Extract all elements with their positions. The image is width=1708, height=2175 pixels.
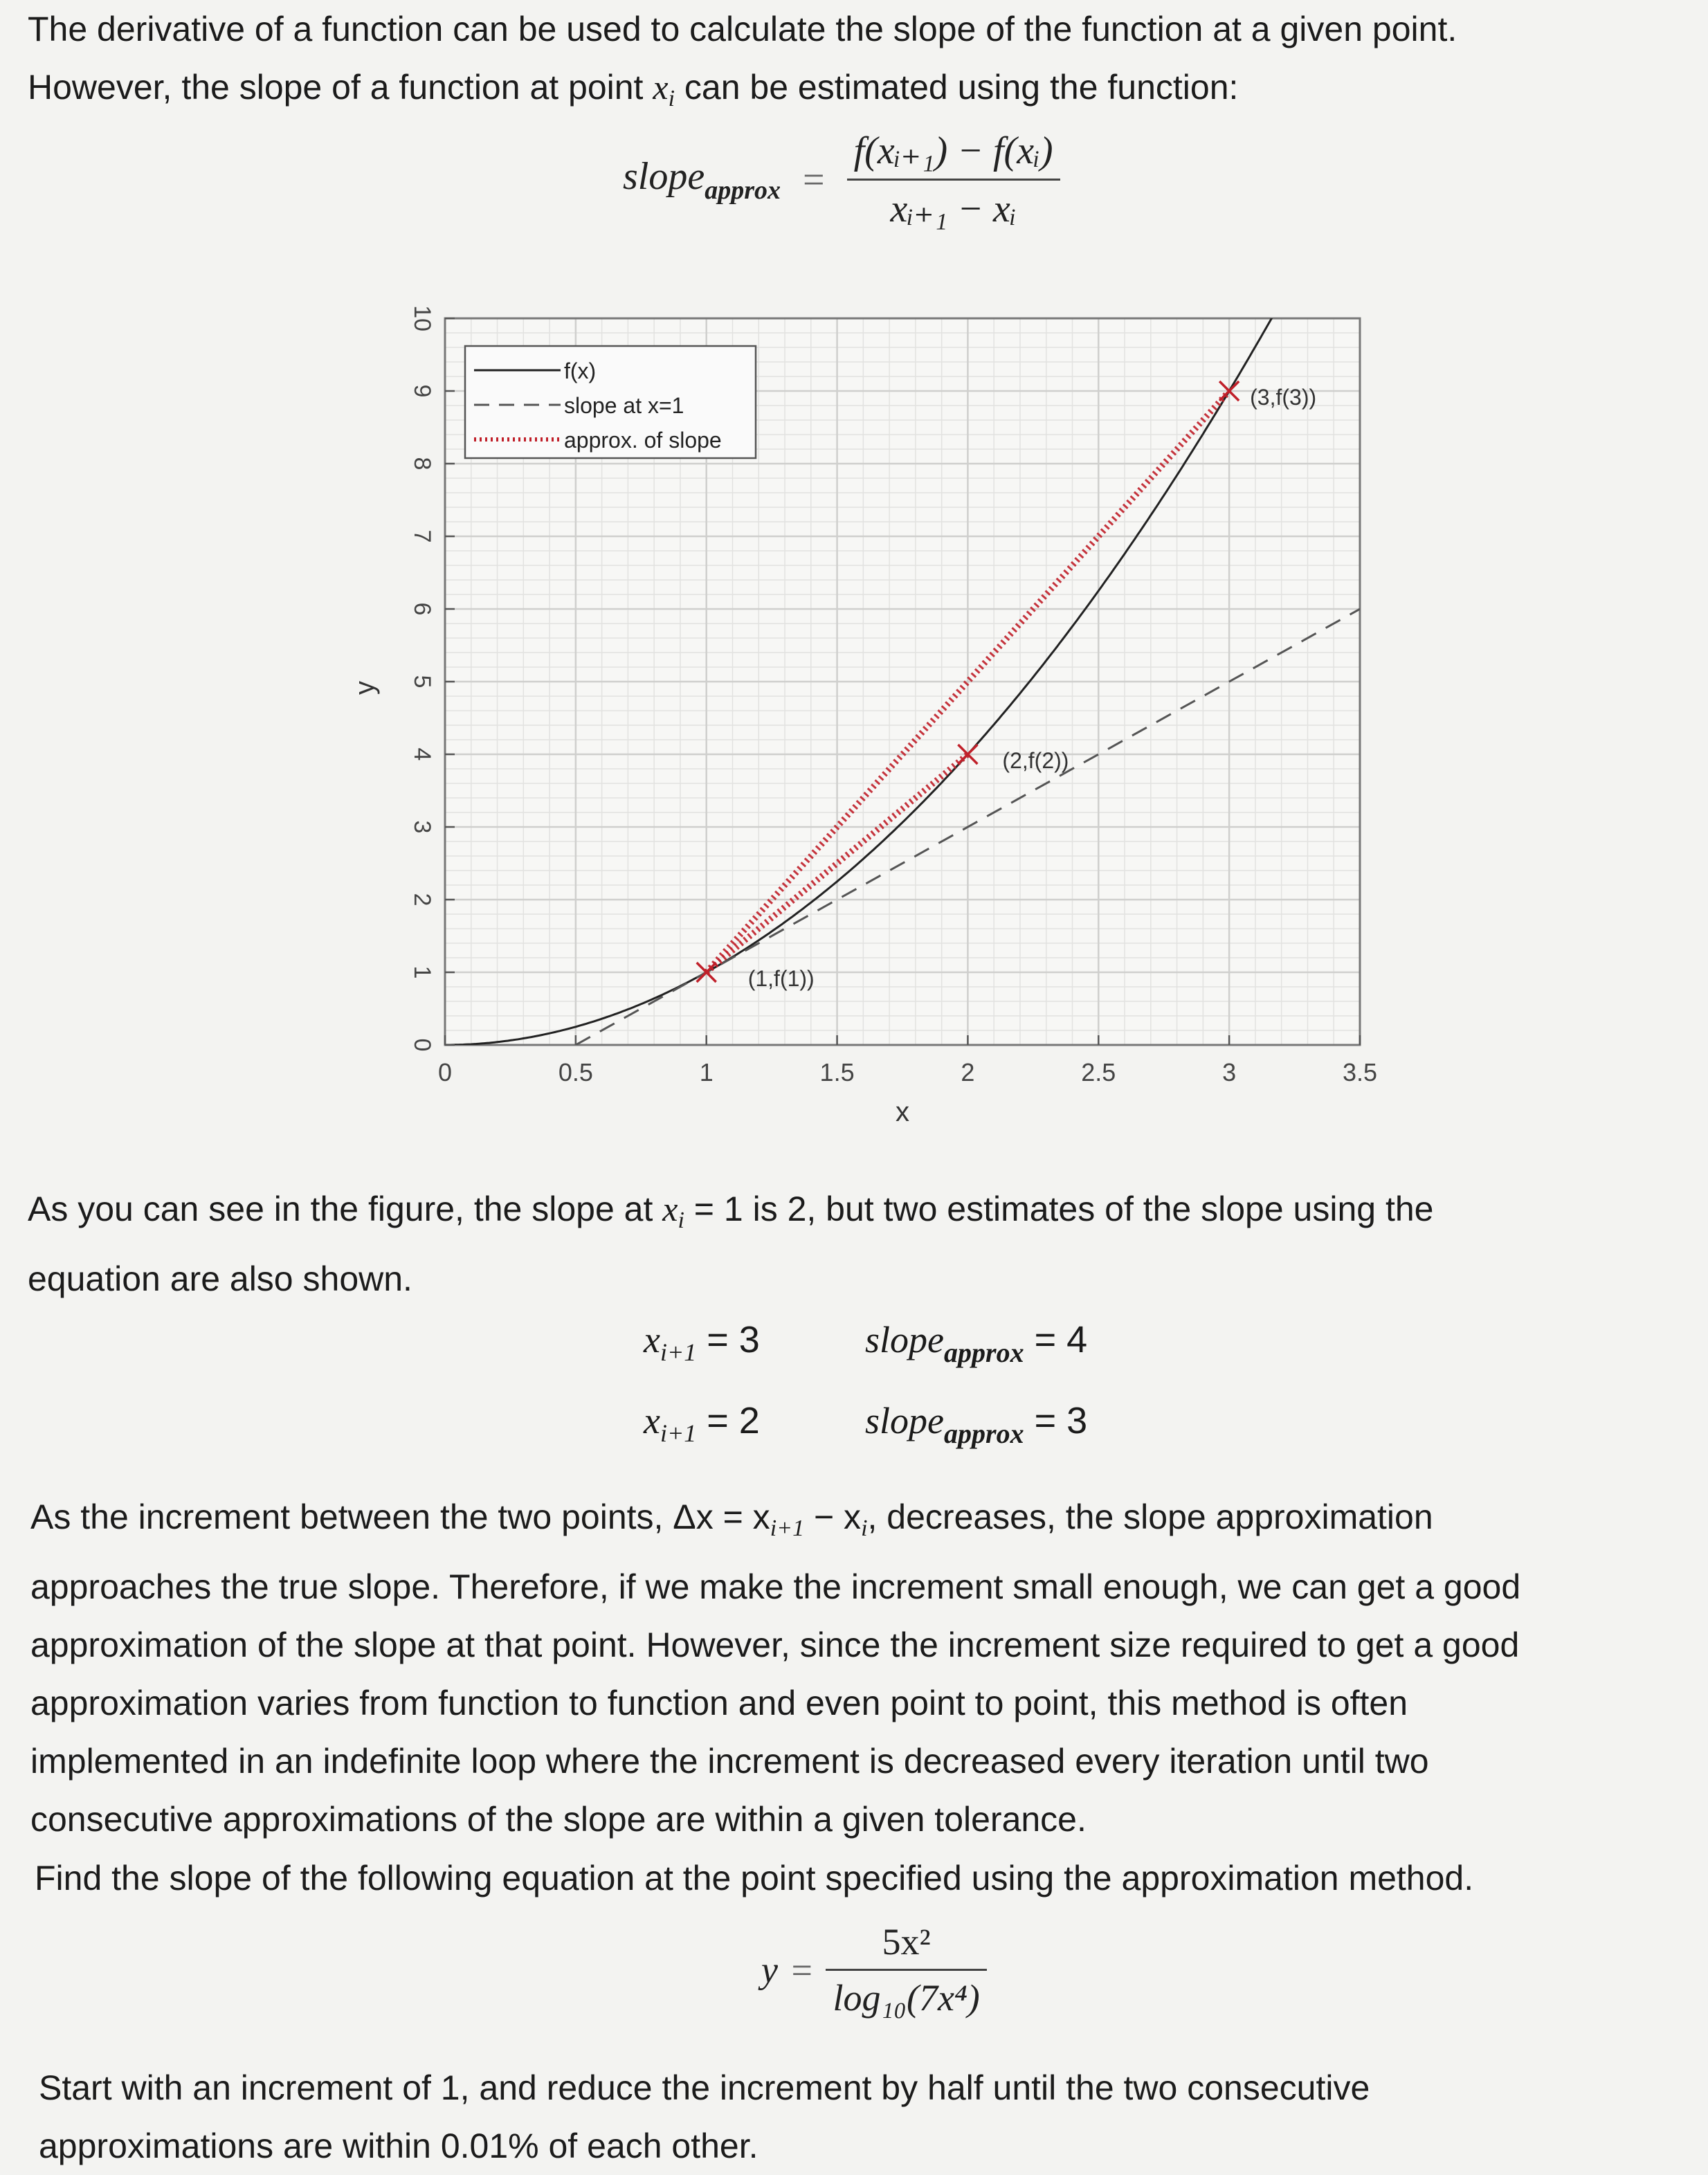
example-2-rhs-sub: approx [944,1418,1024,1449]
y-tick-label: 9 [409,384,435,398]
y-tick-label: 6 [409,602,435,616]
x-tick-label: 2.5 [1081,1058,1116,1086]
y-tick-label: 5 [409,675,435,689]
para5-line-2: approximations are within 0.01% of each other. [39,2127,758,2165]
x-tick-label: 3.5 [1342,1058,1378,1086]
example-1-lhs-val: = 3 [696,1319,760,1360]
equation2-lhs: y [761,1949,778,1991]
para2-line-2: equation are also shown. [28,1259,412,1298]
para3-line-1-mid: − x [804,1498,862,1536]
formula-equals: = [803,158,825,201]
slope-formula [623,128,1060,231]
x-tick-label: 0 [437,1058,453,1086]
intro-line-2-pre: However, the slope of a function at point [28,68,653,107]
example-2-lhs-val: = 2 [696,1400,760,1441]
intro-var-sub: i [668,86,675,111]
legend-label-fx: f(x) [564,358,597,383]
example-1-lhs: x [644,1319,660,1360]
x-tick-label: 0.5 [558,1058,593,1086]
y-tick-label: 0 [409,1038,435,1052]
x-axis-label: x [896,1097,909,1127]
formula-fraction [847,128,1060,231]
x-tick-label: 2 [961,1058,975,1086]
para3-line-2: approaches the true slope. Therefore, if we make the increment small enough, we can get a good [30,1567,1521,1606]
marker-label-3: (3,f(3)) [1250,385,1317,410]
para3-line-3: approximation of the slope at that point. However, since the increment size required to get a good [30,1626,1520,1664]
equation2-numerator: 5x² [826,1920,986,1971]
intro-line-1: The derivative of a function can be used to calculate the slope of the function at a given point. [28,10,1457,48]
y-axis-label: y [349,681,380,695]
tolerance-instruction [39,2059,1700,2175]
y-tick-label: 1 [409,965,435,979]
example-row-2 [644,1399,760,1448]
example-1-lhs-sub: i+1 [660,1338,697,1366]
para2-var-sub: i [678,1208,684,1233]
para3-line-1-pre: As the increment between the two points, Δx = x [30,1498,770,1536]
marker-label-2: (2,f(2)) [1002,748,1069,773]
formula-lhs-text: slope [623,154,705,198]
intro-line-2 [28,58,1689,128]
y-tick-label: 7 [409,529,435,543]
y-tick-label: 4 [409,747,435,761]
task-instruction: Find the slope of the following equation at the point specified using the approximation method. [35,1859,1474,1898]
example-2-rhs: slope [865,1400,944,1441]
para5-line-1: Start with an increment of 1, and reduce the increment by half until the two consecutive [39,2068,1370,2107]
para2-post: = 1 is 2, but two estimates of the slope using the [684,1190,1434,1228]
increment-explanation [30,1488,1691,1848]
formula-denominator: xᵢ₊₁ − xᵢ [890,188,1017,230]
example-1-rhs-val: = 4 [1024,1319,1088,1360]
example-2-lhs-sub: i+1 [660,1419,697,1447]
para2-pre: As you can see in the figure, the slope at [28,1190,663,1228]
figure-explanation [28,1180,1689,1308]
y-tick-label: 2 [409,893,435,907]
para3-line-1-post: , decreases, the slope approximation [867,1498,1433,1536]
intro-line-2-post: can be estimated using the function: [675,68,1239,107]
x-tick-label: 1.5 [819,1058,855,1086]
x-tick-label: 1 [699,1058,714,1086]
example-row-2-slope [865,1399,1087,1450]
para3-line-6: consecutive approximations of the slope are within a given tolerance. [30,1800,1087,1839]
para3-sub-1: i+1 [770,1516,805,1541]
equation2-fraction [826,1920,986,2019]
y-tick-label: 10 [409,305,435,331]
para3-line-5: implemented in an indefinite loop where the increment is decreased every iteration until two [30,1742,1429,1781]
target-equation [761,1920,987,2019]
example-1-rhs-sub: approx [944,1337,1024,1368]
slope-approximation-chart [332,291,1412,1163]
legend-label-slope: slope at x=1 [564,393,684,418]
formula-lhs [623,154,781,205]
formula-lhs-sub: approx [705,175,781,205]
example-row-1 [644,1318,760,1367]
para3-line-1 [30,1488,1691,1558]
intro-paragraph [28,0,1689,128]
para3-sub-2: i [861,1516,868,1541]
equation2-denominator: log₁₀(7x⁴) [833,1977,980,2019]
example-2-rhs-val: = 3 [1024,1400,1088,1441]
legend-label-approx: approx. of slope [564,428,722,453]
intro-var-x: x [653,68,669,107]
example-1-rhs: slope [865,1319,944,1360]
chart-legend [465,346,756,458]
para2-var-x: x [662,1190,678,1228]
x-tick-label: 3 [1222,1058,1237,1086]
y-tick-label: 3 [409,820,435,834]
marker-label-1: (1,f(1)) [747,966,815,991]
para3-line-4: approximation varies from function to function and even point to point, this method is often [30,1684,1408,1722]
y-tick-label: 8 [409,457,435,471]
example-row-1-slope [865,1318,1087,1369]
para2-line-1 [28,1180,1689,1250]
formula-numerator: f(xᵢ₊₁) − f(xᵢ) [847,128,1060,181]
example-2-lhs: x [644,1400,660,1441]
equation2-equals: = [791,1949,812,1991]
